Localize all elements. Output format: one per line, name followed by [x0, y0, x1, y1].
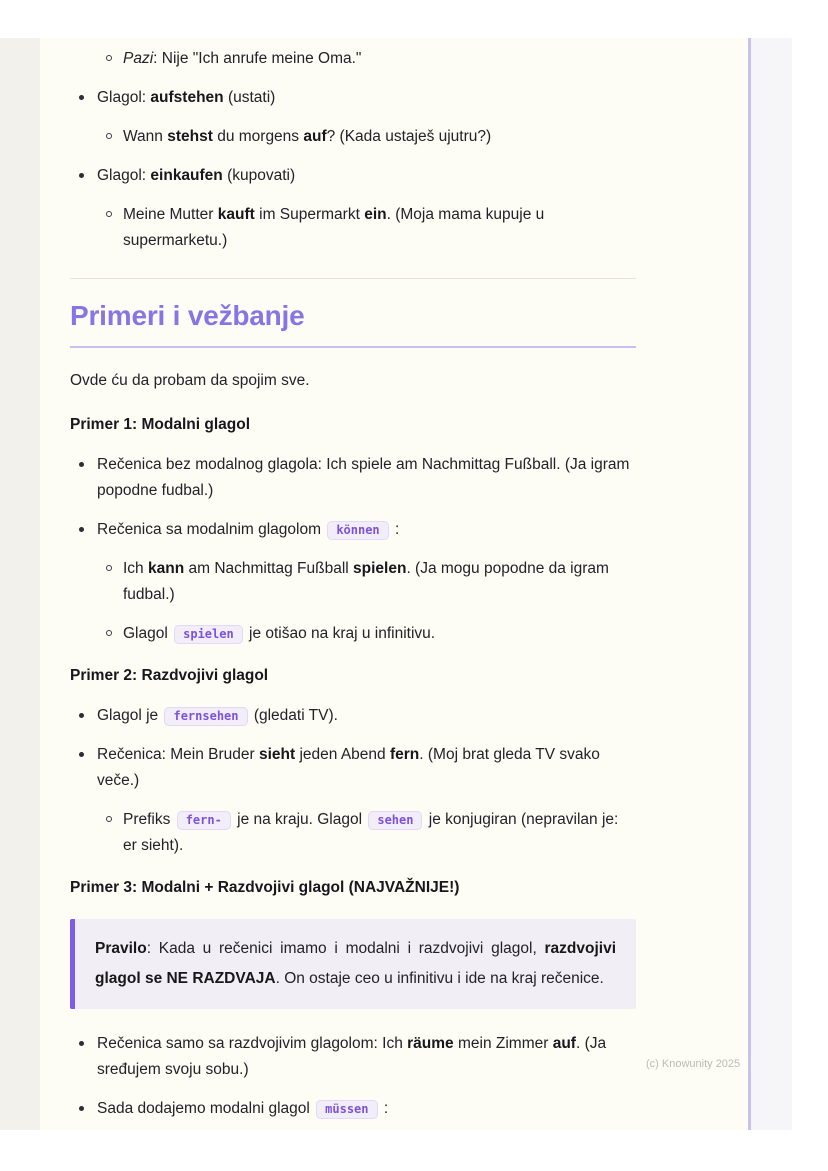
page-left-gutter	[0, 38, 40, 1130]
text-run: Glagol:	[97, 167, 151, 184]
text-run: im Supermarkt	[254, 206, 365, 223]
bullet-icon	[79, 1106, 84, 1111]
text-run: Rečenica samo sa razdvojivim glagolom: Ich	[97, 1035, 408, 1052]
callout-box	[70, 919, 636, 1009]
text-run: Meine Mutter	[123, 206, 218, 223]
bold-text: ein	[364, 206, 387, 223]
text-run: . (Moj brat gleda TV svako veče.)	[97, 746, 600, 789]
bold-text: einkaufen	[150, 167, 223, 184]
italic-text: Pazi	[123, 50, 154, 67]
text-run: je otišao na kraj u infinitivu.	[244, 625, 436, 642]
text-run: Glagol je	[97, 707, 163, 724]
bullet-icon	[79, 527, 84, 532]
bullet-icon	[79, 462, 84, 467]
text-run: du morgens	[212, 128, 304, 145]
text-run: Sada dodajemo modalni glagol	[97, 1100, 315, 1117]
text-run: Primer 1: Modalni glagol	[70, 416, 250, 433]
text-run: : Nije "Ich anrufe meine Oma."	[153, 50, 362, 67]
circle-bullet-icon	[106, 133, 112, 139]
code-chip: sehen	[368, 811, 422, 830]
text-run: . On ostaje ceo u infinitivu i ide na kraj rečenice.	[275, 970, 604, 987]
bold-text: razdvojivi glagol se NE RAZDVAJA	[95, 940, 616, 987]
text-run: Ich	[123, 560, 148, 577]
bold-text: sieht	[258, 746, 296, 763]
bold-text: fern	[389, 746, 420, 763]
circle-bullet-icon	[106, 816, 112, 822]
bullet-icon	[79, 752, 84, 757]
list-item	[70, 452, 636, 504]
text-run: Rečenica bez modalnog glagola: Ich spiele am Nachmittag Fußball. (Ja igram popodne fudbal.)	[97, 456, 630, 499]
example-heading	[70, 412, 636, 438]
sub-list-item	[70, 621, 636, 647]
text-run: Primer 3: Modalni + Razdvojivi glagol (NAJVAŽNIJE!)	[70, 879, 460, 896]
example-heading	[70, 663, 636, 689]
bold-text: spielen	[353, 560, 407, 577]
text-run: (gledati TV).	[249, 707, 338, 724]
section-divider	[70, 278, 636, 279]
bold-text: kauft	[217, 206, 255, 223]
bullet-icon	[79, 173, 84, 178]
text-run: je na kraju. Glagol	[232, 811, 367, 828]
bold-text: auf	[303, 128, 327, 145]
list-item	[70, 1096, 636, 1122]
text-run: Ovde ću da probam da spojim sve.	[70, 372, 310, 389]
text-run: (ustati)	[223, 89, 276, 106]
page-right-margin-strip	[751, 38, 792, 1130]
circle-bullet-icon	[106, 211, 112, 217]
text-run: . (Ja mogu popodne da igram fudbal.)	[123, 560, 609, 603]
bold-text: Pravilo	[95, 940, 147, 957]
sub-list-item	[70, 46, 636, 72]
sub-list-item	[70, 124, 636, 150]
text-run: am Nachmittag Fußball	[184, 560, 354, 577]
bold-text: kann	[147, 560, 185, 577]
page-edge-rule	[748, 38, 751, 1130]
code-chip: fernsehen	[164, 707, 247, 726]
example-heading	[70, 875, 636, 901]
section-heading	[70, 299, 636, 348]
text-run: :	[390, 521, 400, 538]
text-run: (kupovati)	[222, 167, 296, 184]
paragraph	[70, 368, 636, 394]
text-run: jeden Abend	[295, 746, 390, 763]
text-run: Glagol	[123, 625, 173, 642]
sub-list-item	[70, 202, 636, 254]
text-run: Rečenica: Mein Bruder	[97, 746, 259, 763]
text-run: je konjugiran (nepravilan je: er sieht).	[123, 811, 619, 854]
code-chip: spielen	[174, 625, 243, 644]
code-chip: müssen	[316, 1100, 377, 1119]
text-run: . (Ja sređujem svoju sobu.)	[97, 1035, 607, 1078]
text-run: mein Zimmer	[453, 1035, 553, 1052]
list-item	[70, 85, 636, 111]
sub-list-item	[70, 556, 636, 608]
text-run: Rečenica sa modalnim glagolom	[97, 521, 326, 538]
list-item	[70, 742, 636, 794]
text-run: :	[379, 1100, 389, 1117]
list-item	[70, 1031, 636, 1083]
text-run: Wann	[123, 128, 168, 145]
text-run: Prefiks	[123, 811, 175, 828]
list-item	[70, 703, 636, 729]
bold-text: räume	[407, 1035, 454, 1052]
bullet-icon	[79, 713, 84, 718]
text-run: Glagol:	[97, 89, 151, 106]
document-content	[70, 46, 636, 1135]
code-chip: können	[327, 521, 388, 540]
bold-text: auf	[552, 1035, 576, 1052]
document-page	[40, 38, 792, 1130]
circle-bullet-icon	[106, 565, 112, 571]
list-item	[70, 517, 636, 543]
text-run: : Kada u rečenici imamo i modalni i razdvojivi glagol,	[146, 940, 545, 957]
code-chip: fern-	[177, 811, 231, 830]
text-run: ? (Kada ustaješ ujutru?)	[326, 128, 492, 145]
callout-text	[95, 934, 616, 994]
text-run: Primer 2: Razdvojivi glagol	[70, 667, 269, 684]
text-run: Primeri i vežbanje	[70, 300, 305, 331]
sub-list-item	[70, 807, 636, 859]
circle-bullet-icon	[106, 55, 112, 61]
circle-bullet-icon	[106, 630, 112, 636]
bold-text: aufstehen	[150, 89, 224, 106]
bullet-icon	[79, 1041, 84, 1046]
bold-text: stehst	[167, 128, 213, 145]
text-run: . (Moja mama kupuje u supermarketu.)	[123, 206, 545, 249]
list-item	[70, 163, 636, 189]
page-watermark: (c) Knowunity 2025	[646, 1058, 741, 1070]
bullet-icon	[79, 95, 84, 100]
